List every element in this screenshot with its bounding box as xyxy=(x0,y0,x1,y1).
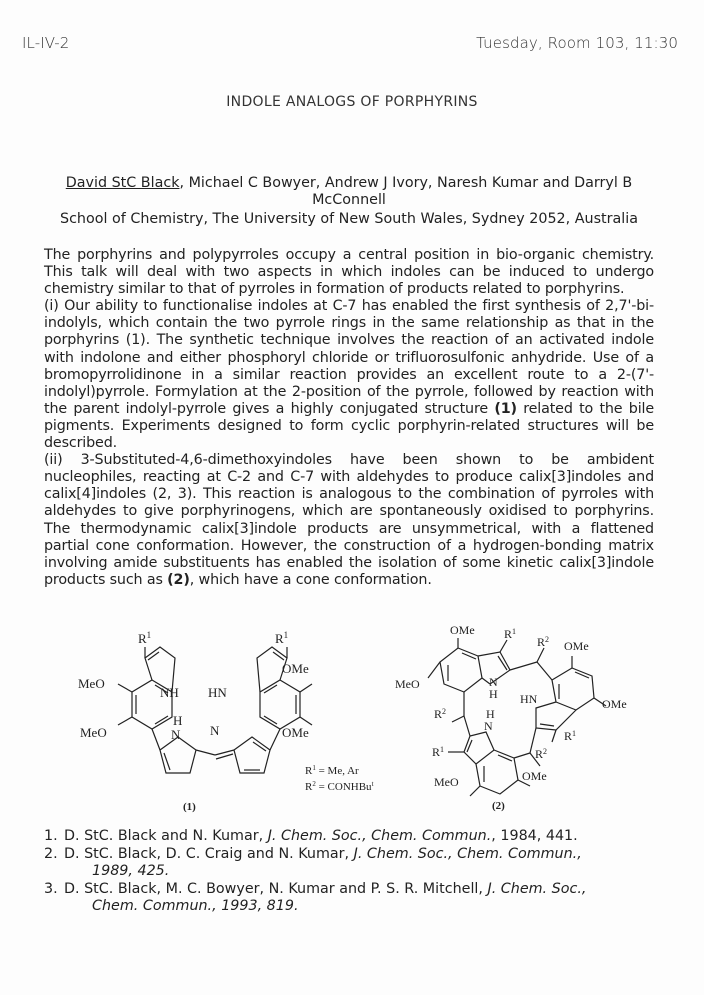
r-group-legend xyxy=(300,760,400,800)
structure-1-label: (1) xyxy=(183,801,196,813)
part-ii-paragraph: (ii) 3-Substituted-4,6-dimethoxyindoles have been shown to be ambident nucleophiles, reacting at C-2 and C-7 with aldehydes to produce calix[3]indoles and calix[4]indoles (2, 3). This reaction is analogous to the combination of pyrroles with aldehydes to give porphyrinogens, which are spontaneously oxidised to porphyrins. The thermodynamic calix[3]indole products are unsymmetrical, with a flattened partial cone conformation. However, the construction of a hydrogen-bonding matrix involving amide substituents has enabled the isolation of some kinetic calix[3]indole products such as (2), which have a cone conformation. xyxy=(44,452,654,588)
abstract-code: IL-IV-2 xyxy=(22,34,70,52)
reference-item: 3. D. StC. Black, M. C. Bowyer, N. Kumar and P. S. R. Mitchell, J. Chem. Soc., Chem. Commun., 1993, 819. xyxy=(44,880,587,914)
central-pyrrole-right xyxy=(234,737,270,773)
co-authors: , Michael C Bowyer, Andrew J Ivory, Naresh Kumar and Darryl B McConnell xyxy=(179,175,633,208)
n-bottom: N xyxy=(484,719,493,733)
ome-bottom: OMe xyxy=(522,769,547,783)
compound-ref-1: (1) xyxy=(494,400,517,417)
bond xyxy=(118,684,132,692)
bond xyxy=(428,662,440,678)
bond xyxy=(273,652,284,660)
page-title: INDOLE ANALOGS OF PORPHYRINS xyxy=(226,94,478,110)
ome-right: OMe xyxy=(602,697,627,711)
meo-left: MeO xyxy=(395,677,420,691)
h-top: H xyxy=(489,687,498,701)
ome-top-right: OMe xyxy=(564,639,589,653)
legend-r2: $R^2$ = CONHBu$^t$ xyxy=(305,780,374,793)
bond xyxy=(270,729,280,750)
legend-r1: $R^1 = Me$, Ar xyxy=(305,764,359,777)
author-list xyxy=(44,175,654,209)
r1-left: $R^1$ xyxy=(432,745,445,759)
h-bottom: H xyxy=(486,707,495,721)
hn-right: HN xyxy=(520,692,538,706)
bond xyxy=(118,717,132,725)
structure-2-label: (2) xyxy=(492,800,505,812)
r1-label-left: $R^1$ xyxy=(138,630,152,646)
bond xyxy=(253,742,266,751)
bond xyxy=(464,716,470,736)
central-pyrrole-left xyxy=(160,737,196,773)
bond xyxy=(510,662,537,670)
abstract-body xyxy=(44,247,654,589)
meo-label-bottom-left: MeO xyxy=(80,725,107,740)
r1-top: $R^1$ xyxy=(504,627,517,641)
bond xyxy=(300,717,312,725)
r1-label-right: $R^1$ xyxy=(275,630,289,646)
ome-top: OMe xyxy=(450,623,475,637)
bond xyxy=(216,754,233,759)
nh-label: NH xyxy=(160,685,179,700)
r1-right: $R^1$ xyxy=(564,729,577,743)
part-i-paragraph: (i) Our ability to functionalise indoles at C-7 has enabled the first synthesis of 2,7'-bi-indolyls, which contain the two pyrrole rings in the same relationship as that in the porphyrins (1). The synthetic technique involves the reaction of an activated indole with indolone and either phosphoryl chloride or trifluorosulfonic anhydride. Use of a bromopyrrolidinone in a similar reaction provides an excellent route to a 2-(7'-indolyl)pyrrole. Formylation at the 2-position of the pyrrole, followed by reaction with the parent indolyl-pyrrole gives a highly conjugated structure (1) related to the bile pigments. Experiments designed to form cyclic porphyrin-related structures will be described. xyxy=(44,298,654,452)
n-top: N xyxy=(489,675,498,689)
bond xyxy=(575,672,589,678)
r2-bottom: $R^2$ xyxy=(535,747,548,761)
session-info: Tuesday, Room 103, 11:30 xyxy=(476,34,678,52)
n-label-right: N xyxy=(210,723,220,738)
bond xyxy=(452,716,464,722)
bond xyxy=(148,652,159,660)
intro-paragraph: The porphyrins and polypyrroles occupy a central position in bio-organic chemistry. This talk will deal with two aspects in which indoles can be induced to undergo chemistry similar to that of pyrroles in formation of products related to porphyrins. xyxy=(44,247,654,298)
bond xyxy=(196,750,215,755)
meo-label-top-left: MeO xyxy=(78,676,105,691)
bond xyxy=(537,662,552,680)
hn-label: HN xyxy=(208,685,227,700)
structure-2-diagram xyxy=(392,618,642,813)
reference-item: 1. D. StC. Black and N. Kumar, J. Chem. Soc., Chem. Commun., 1984, 441. xyxy=(44,828,578,844)
bond xyxy=(540,724,554,726)
reference-item: 2. D. StC. Black, D. C. Craig and N. Kumar, J. Chem. Soc., Chem. Commun., 1989, 425. xyxy=(44,845,582,879)
bond xyxy=(500,640,507,652)
h-label: H xyxy=(173,713,183,728)
affiliation: School of Chemistry, The University of New South Wales, Sydney 2052, Australia xyxy=(60,211,638,227)
compound-ref-2: (2) xyxy=(167,571,190,588)
reference-list xyxy=(44,828,664,916)
r2-left: $R^2$ xyxy=(434,707,447,721)
bond xyxy=(552,730,556,742)
right-pyrrole xyxy=(536,702,576,730)
ome-label-top-right: OMe xyxy=(282,661,309,676)
presenting-author: David StC Black xyxy=(65,175,180,191)
top-left-benzene xyxy=(440,648,482,692)
bond xyxy=(152,729,160,750)
right-benzene-ring xyxy=(260,680,300,729)
bond xyxy=(300,684,312,692)
n-label-left: N xyxy=(171,727,181,742)
bond xyxy=(514,753,530,758)
bond xyxy=(470,786,480,796)
bottom-benzene xyxy=(476,750,518,794)
meo-bottom: MeO xyxy=(434,775,459,789)
r2-top: $R^2$ xyxy=(537,635,550,649)
right-benzene xyxy=(552,668,594,710)
bond xyxy=(537,648,544,662)
ome-label-bottom-right: OMe xyxy=(282,725,309,740)
